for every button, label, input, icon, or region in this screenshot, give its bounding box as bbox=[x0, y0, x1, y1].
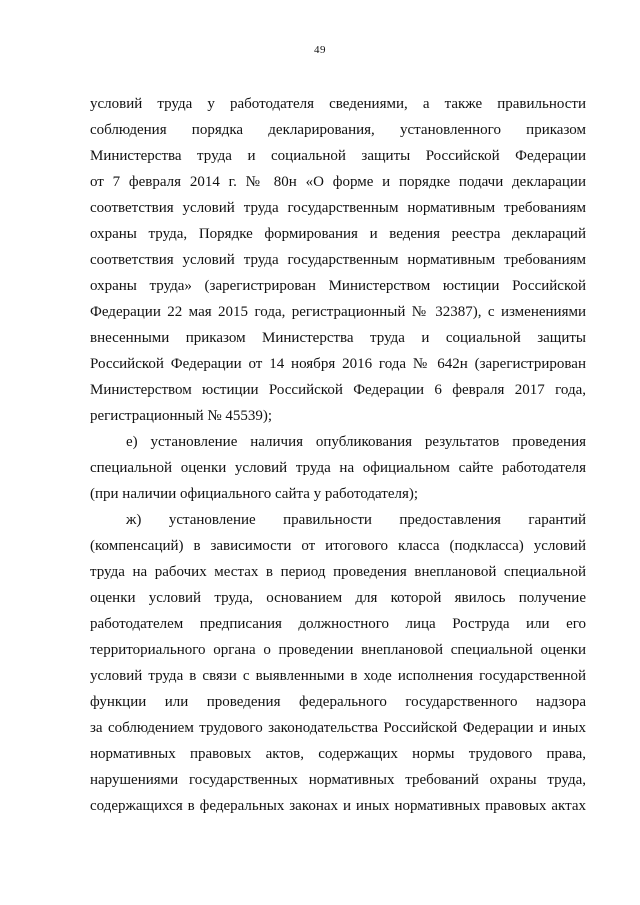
text-line: нормативных правовых актов, содержащих нормы трудового права, bbox=[90, 746, 586, 762]
text-line: соответствия условий труда государственным нормативным требованиям bbox=[90, 252, 586, 268]
text-line: от 7 февраля 2014 г. № 80н «О форме и порядке подачи декларации bbox=[90, 174, 586, 190]
text-line: Федерации 22 мая 2015 года, регистрационный № 32387), с изменениями bbox=[90, 304, 586, 320]
text-line: содержащихся в федеральных законах и иных нормативных правовых актах bbox=[90, 798, 586, 814]
text-line: условий труда в связи с выявленными в ходе исполнения государственной bbox=[90, 668, 586, 684]
text-line: Министерства труда и социальной защиты Российской Федерации bbox=[90, 148, 586, 164]
text-line: ж) установление правильности предоставления гарантий bbox=[126, 512, 586, 528]
text-line: охраны труда» (зарегистрирован Министерством юстиции Российской bbox=[90, 278, 586, 294]
text-line: специальной оценки условий труда на официальном сайте работодателя bbox=[90, 460, 586, 476]
text-line: функции или проведения федерального государственного надзора bbox=[90, 694, 586, 710]
text-line: регистрационный № 45539); bbox=[90, 408, 273, 424]
text-line: соблюдения порядка декларирования, установленного приказом bbox=[90, 122, 586, 138]
text-line: территориального органа о проведении внеплановой специальной оценки bbox=[90, 642, 586, 658]
text-line: за соблюдением трудового законодательства Российской Федерации и иных bbox=[90, 720, 586, 736]
text-line: охраны труда, Порядке формирования и ведения реестра деклараций bbox=[90, 226, 586, 242]
text-line: Министерством юстиции Российской Федерации 6 февраля 2017 года, bbox=[90, 382, 586, 398]
text-line: соответствия условий труда государственным нормативным требованиям bbox=[90, 200, 586, 216]
text-line: условий труда у работодателя сведениями, а также правильности bbox=[90, 96, 586, 112]
text-line: е) установление наличия опубликования результатов проведения bbox=[126, 434, 586, 450]
text-line: работодателем предписания должностного лица Роструда или его bbox=[90, 616, 586, 632]
page-number: 49 bbox=[314, 44, 326, 56]
text-line: (компенсаций) в зависимости от итогового класса (подкласса) условий bbox=[90, 538, 586, 554]
document-body bbox=[90, 91, 586, 819]
text-line: труда на рабочих местах в период проведения внеплановой специальной bbox=[90, 564, 586, 580]
text-line: внесенными приказом Министерства труда и социальной защиты bbox=[90, 330, 586, 346]
text-line: Российской Федерации от 14 ноября 2016 года № 642н (зарегистрирован bbox=[90, 356, 586, 372]
text-line: оценки условий труда, основанием для которой явилось получение bbox=[90, 590, 586, 606]
text-line: (при наличии официального сайта у работодателя); bbox=[90, 486, 419, 502]
text-line: нарушениями государственных нормативных требований охраны труда, bbox=[90, 772, 586, 788]
